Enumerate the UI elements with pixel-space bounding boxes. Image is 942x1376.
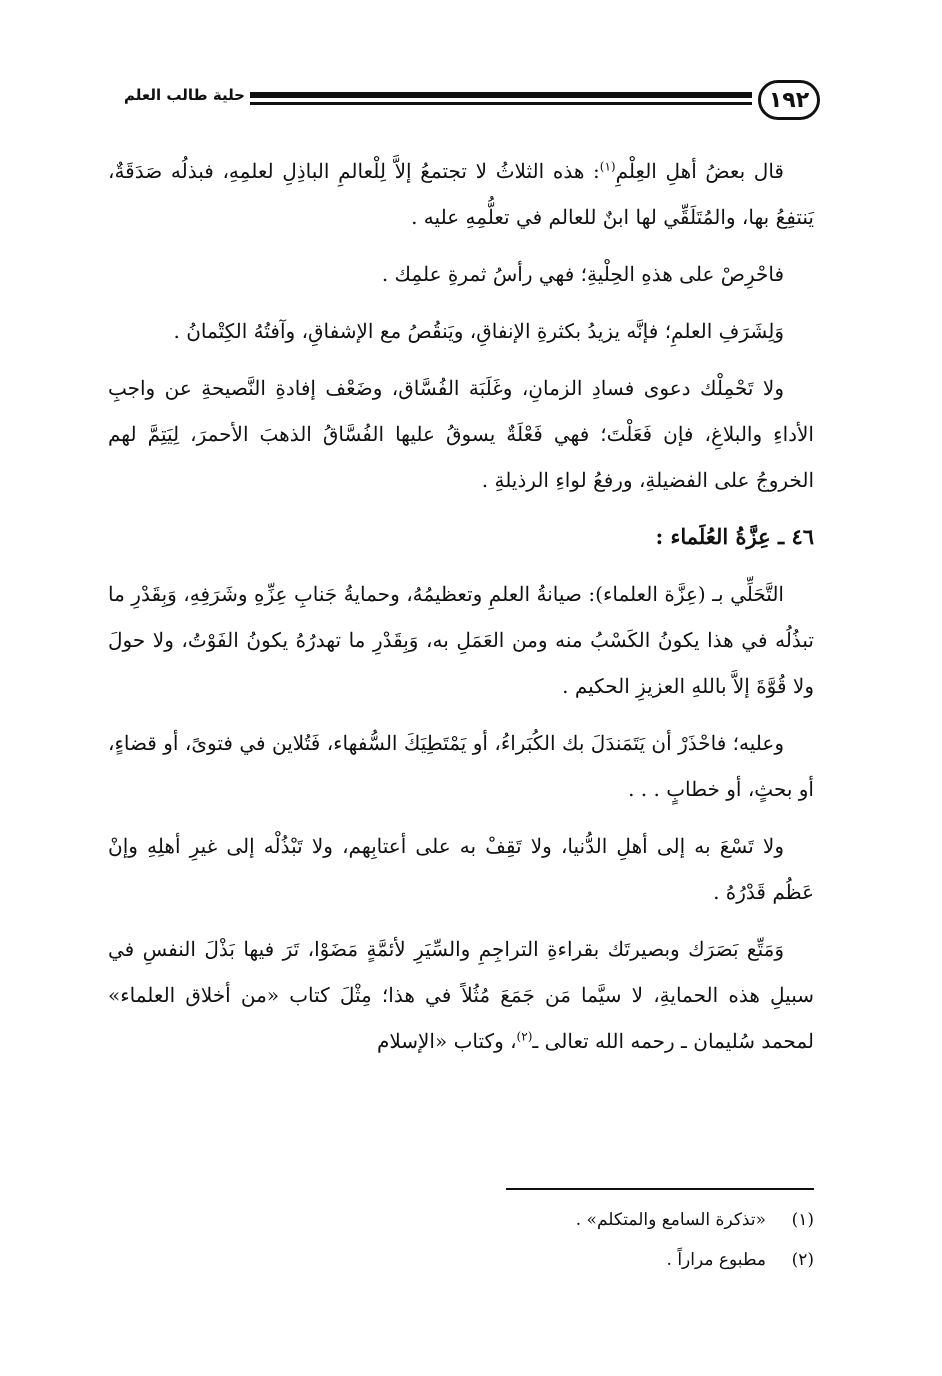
footnote-1 bbox=[108, 1200, 814, 1240]
page-number: ١٩٢ bbox=[758, 80, 820, 120]
footnote-ref-1: (١) bbox=[599, 159, 616, 174]
paragraph-1 bbox=[108, 148, 814, 240]
footnote-ref-2: (٢) bbox=[516, 1029, 533, 1044]
paragraph-8-text: وَمَتِّع بَصَرَك وبصيرتَك بقراءةِ التراجِمِ والسِّيَرِ لأئمَّةٍ مَضَوْا، تَرَ فيها بَذْلَ النفسِ في سبيلِ هذه الحمايةِ، لا سيَّما مَن جَمَعَ مُثُلاً في هذا؛ مِثْلَ كتاب «من أخلاق العلماء» لمحمد سُليمان ـ رحمه الله تعالى ـ bbox=[108, 937, 814, 1053]
running-title: حلية طالب العلم bbox=[124, 86, 245, 104]
header-rule bbox=[250, 92, 752, 108]
footnote-1-text: «تذكرة السامع والمتكلم» . bbox=[575, 1210, 766, 1230]
paragraph-1-text: قال بعضُ أهلِ العِلْمِ bbox=[615, 159, 784, 183]
section-heading: ٤٦ ـ عِزَّةُ العُلَماء : bbox=[655, 524, 814, 549]
footnote-divider bbox=[506, 1188, 814, 1190]
footnote-1-number: (١) bbox=[791, 1210, 814, 1230]
footnote-2 bbox=[108, 1240, 814, 1280]
paragraph-1-rest: : هذه الثلاثُ لا تجتمعُ إلاَّ لِلْعالمِ الباذِلِ لعلمِهِ، فبذلُه صَدَقَةٌ، يَنتفِعُ بها، والمُتَلَقِّي لها ابنٌ للعالم في تعلُّمِهِ عليه . bbox=[108, 159, 814, 229]
paragraph-4: ولا تَحْمِلْك دعوى فسادِ الزمانِ، وغَلَبَة الفُسَّاق، وضَعْف إفادةِ النَّصيحةِ عن واجبِ الأداءِ والبلاغِ، فإن فَعَلْتَ؛ فهي فَعْلَةٌ يسوقُ عليها الفُسَّاقُ الذهبَ الأحمرَ، لِيَتِمَّ لهم الخروجُ على الفضيلةِ، ورفعُ لواءِ الرذيلةِ . bbox=[108, 376, 814, 492]
paragraph-6: وعليه؛ فاحْذَرْ أن يَتَمَندَلَ بك الكُبَراءُ، أو يَمْتَطِيَكَ السُّفهاء، فَتُلاين في فتوىً، أو قضاءٍ، أو بحثٍ، أو خطابٍ . . . bbox=[108, 731, 814, 801]
footnotes bbox=[108, 1200, 814, 1280]
paragraph-8-rest: ، وكتاب «الإسلام bbox=[376, 1029, 517, 1053]
paragraph-8 bbox=[108, 926, 814, 1064]
footnote-2-text: مطبوع مراراً . bbox=[666, 1250, 766, 1270]
paragraph-3: وَلِشَرَفِ العلمِ؛ فإنَّه يزيدُ بكثرةِ الإنفاقِ، ويَنقُصُ مع الإشفاقِ، وآفتُهُ الكِتْمانُ . bbox=[173, 319, 784, 343]
page-header bbox=[100, 80, 820, 124]
paragraph-2: فاحْرِصْ على هذهِ الحِلْيةِ؛ فهي رأسُ ثمرةِ علمِك . bbox=[381, 262, 784, 286]
paragraph-5: التَّحَلِّي بـ (عِزَّة العلماء): صيانةُ العلمِ وتعظيمُهُ، وحمايةُ جَنابِ عِزِّهِ وشَرَفِهِ، وَبِقَدْرِ ما تبذُلُه في هذا يكونُ الكَسْبُ منه ومن العَمَلِ به، وَبِقَدْرِ ما تهدرُهُ يكونُ الفَوْتُ، ولا حولَ ولا قُوَّةَ إلاَّ باللهِ العزيزِ الحكيم . bbox=[108, 582, 814, 698]
body-text bbox=[108, 148, 814, 1075]
header-rule-thin bbox=[250, 102, 752, 105]
paragraph-7: ولا تَسْعَ به إلى أهلِ الدُّنيا، ولا تَقِفْ به على أعتابِهم، ولا تَبْذُلْه إلى غيرِ أهلِهِ وإنْ عَظُم قَدْرُهُ . bbox=[108, 834, 814, 904]
footnote-2-number: (٢) bbox=[791, 1250, 814, 1270]
header-rule-thick bbox=[250, 92, 752, 98]
